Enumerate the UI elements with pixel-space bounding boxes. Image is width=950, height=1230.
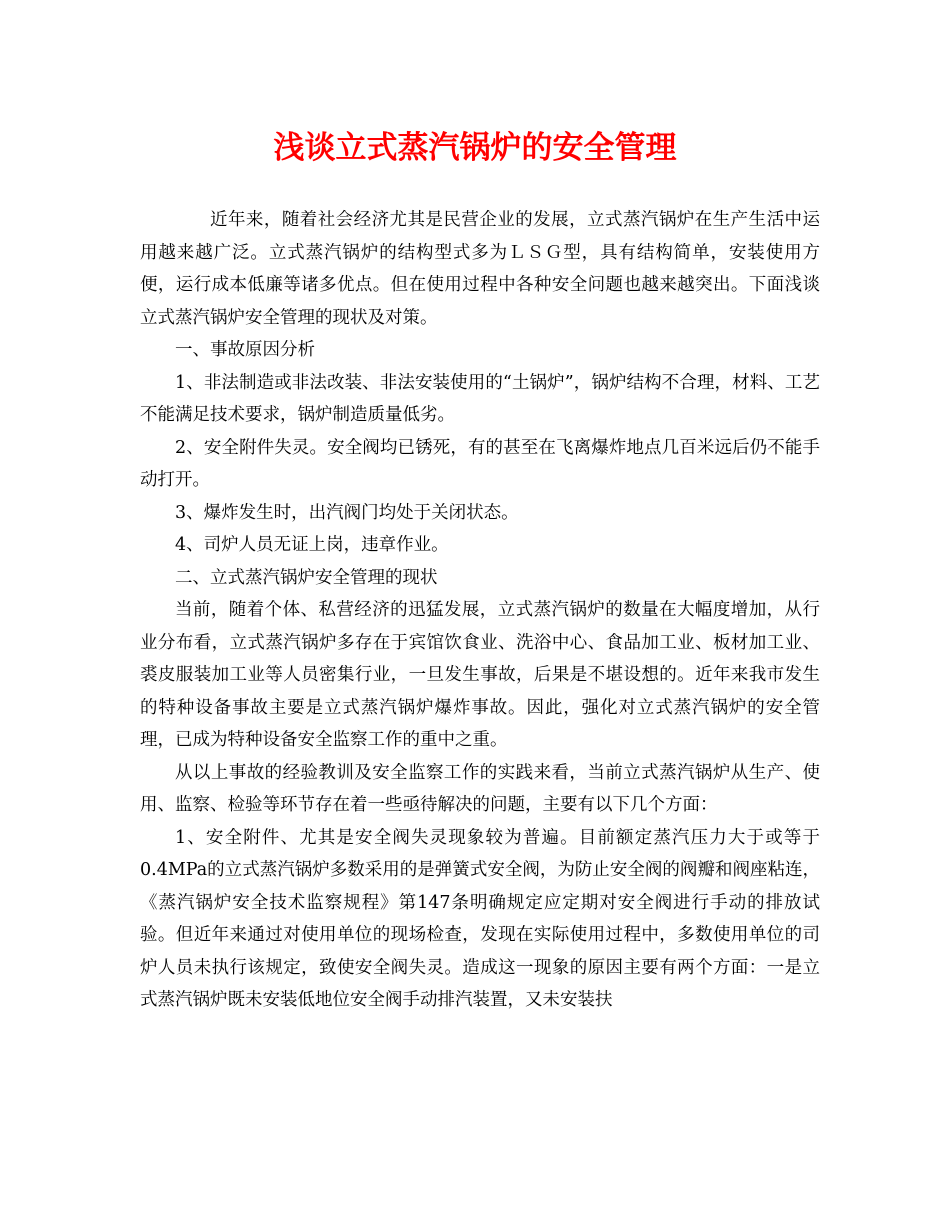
paragraph-intro: 近年来，随着社会经济尤其是民营企业的发展，立式蒸汽锅炉在生产生活中运用越来越广泛。立式蒸汽锅炉的结构型式多为ＬＳＧ型，具有结构简单，安装使用方便，运行成本低廉等诸多优点。但在使用过程中各种安全问题也越来越突出。下面浅谈立式蒸汽锅炉安全管理的现状及对策。 — [140, 210, 820, 328]
paragraph-cause-4: 4、司炉人员无证上岗，违章作业。 — [175, 535, 449, 555]
paragraph-problems-intro: 从以上事故的经验教训及安全监察工作的实践来看，当前立式蒸汽锅炉从生产、使用、监察、检验等环节存在着一些亟待解决的问题，主要有以下几个方面： — [140, 762, 820, 815]
paragraph-cause-3: 3、爆炸发生时，出汽阀门均处于关闭状态。 — [175, 502, 519, 523]
paragraph-cause-2: 2、安全附件失灵。安全阀均已锈死，有的甚至在飞离爆炸地点几百米远后仍不能手动打开。 — [140, 437, 820, 490]
document-body — [140, 204, 820, 1017]
paragraph-status-overview: 当前，随着个体、私营经济的迅猛发展，立式蒸汽锅炉的数量在大幅度增加，从行业分布看，立式蒸汽锅炉多存在于宾馆饮食业、洗浴中心、食品加工业、板材加工业、裘皮服装加工业等人员密集行业，一旦发生事故，后果是不堪设想的。近年来我市发生的特种设备事故主要是立式蒸汽锅炉爆炸事故。因此，强化对立式蒸汽锅炉的安全管理，已成为特种设备安全监察工作的重中之重。 — [140, 600, 820, 750]
document-title: 浅谈立式蒸汽锅炉的安全管理 — [273, 130, 677, 166]
heading-current-status: 二、立式蒸汽锅炉安全管理的现状 — [175, 567, 438, 588]
paragraph-problem-1: 1、安全附件、尤其是安全阀失灵现象较为普遍。目前额定蒸汽压力大于或等于0.4MPa的立式蒸汽锅炉多数采用的是弹簧式安全阀，为防止安全阀的阀瓣和阀座粘连，《蒸汽锅炉安全技术监察规程》第147条明确规定应定期对安全阀进行手动的排放试验。但近年来通过对使用单位的现场检查，发现在实际使用过程中，多数使用单位的司炉人员未执行该规定，致使安全阀失灵。造成这一现象的原因主要有两个方面：一是立式蒸汽锅炉既未安装低地位安全阀手动排汽装置，又未安装扶 — [140, 827, 820, 1010]
heading-accident-cause-analysis: 一、事故原因分析 — [175, 340, 315, 360]
paragraph-cause-1: 1、非法制造或非法改装、非法安装使用的“土锅炉”，锅炉结构不合理，材料、工艺不能满足技术要求，锅炉制造质量低劣。 — [140, 372, 820, 425]
